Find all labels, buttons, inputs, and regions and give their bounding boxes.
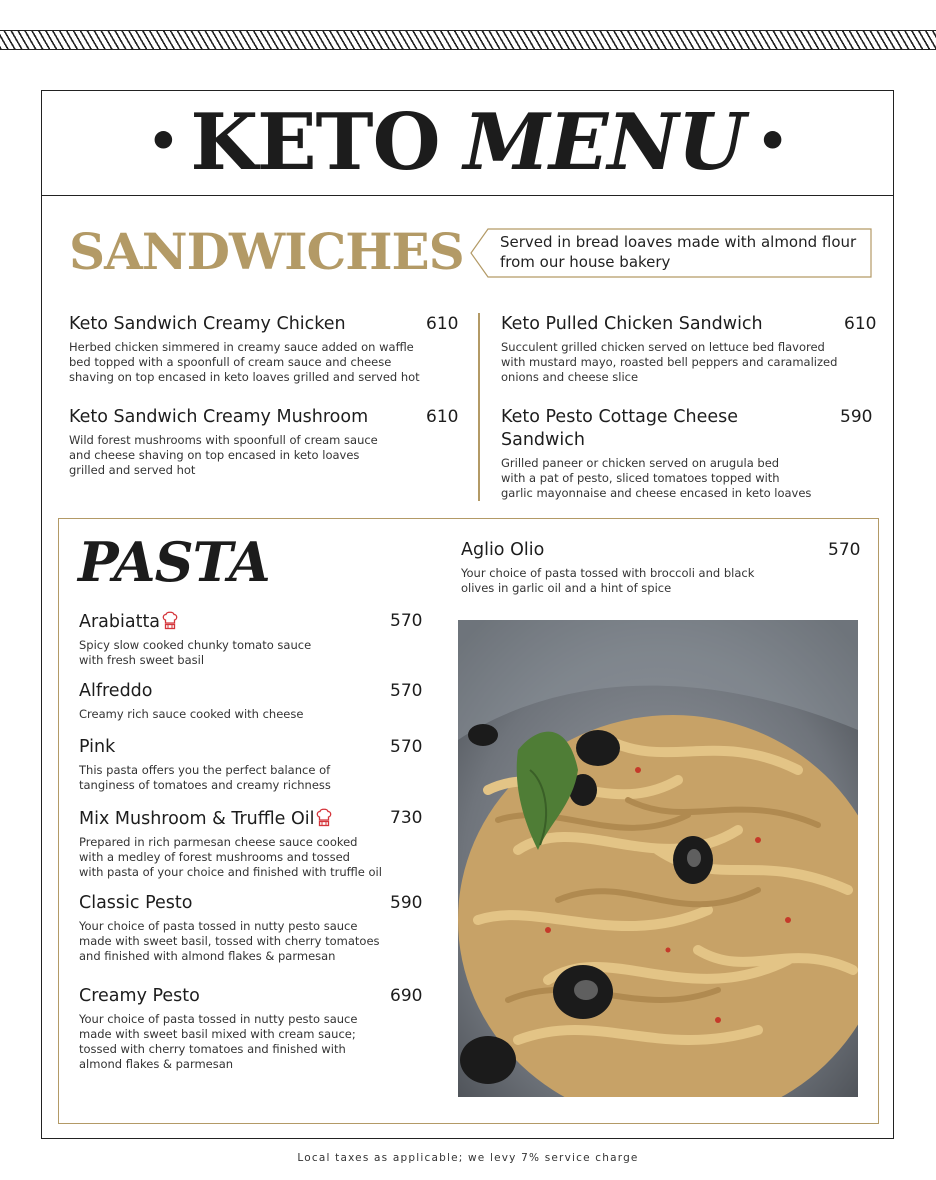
item-description: Creamy rich sauce cooked with cheese <box>79 707 304 721</box>
chef-hat-icon <box>162 610 178 630</box>
chef-hat-icon <box>316 807 332 827</box>
item-price: 610 <box>426 407 459 427</box>
title-menu: MENU <box>463 97 745 188</box>
item-description: This pasta offers you the perfect balance of tanginess of tomatoes and creamy richness <box>79 763 331 792</box>
item-name: Aglio Olio <box>461 540 545 560</box>
menu-item-alfreddo <box>79 680 424 722</box>
menu-item-classic-pesto <box>79 892 424 964</box>
menu-item-keto-sandwich-creamy-chicken <box>69 313 459 385</box>
item-name: Mix Mushroom & Truffle Oil <box>79 809 315 829</box>
item-name: Pink <box>79 737 116 757</box>
menu-item-mix-mushroom-truffle-oil <box>79 807 424 880</box>
item-price: 570 <box>828 540 861 560</box>
note-line-2: from our house bakery <box>500 253 671 271</box>
item-name-line-2: Sandwich <box>501 430 585 450</box>
item-description: Spicy slow cooked chunky tomato sauce with fresh sweet basil <box>79 638 312 667</box>
pasta-photo <box>458 620 858 1097</box>
item-price: 570 <box>390 611 423 631</box>
item-price: 590 <box>840 407 873 427</box>
item-name: Arabiatta <box>79 612 161 632</box>
item-price: 570 <box>390 681 423 701</box>
menu-item-arabiatta <box>79 610 424 668</box>
item-price: 610 <box>426 314 459 334</box>
item-price: 730 <box>390 808 423 828</box>
item-name: Keto Sandwich Creamy Mushroom <box>69 407 369 427</box>
pasta-dish-illustration <box>458 620 858 1097</box>
footer-note: Local taxes as applicable; we levy 7% service charge <box>297 1152 639 1164</box>
menu-item-aglio-olio <box>461 539 861 596</box>
column-divider <box>478 313 480 501</box>
item-description: Your choice of pasta tossed in nutty pesto sauce made with sweet basil mixed with cream sauce; tossed with cherry tomatoes and finished with almond flakes & parmesan <box>79 1012 358 1071</box>
sandwiches-title: SANDWICHES <box>69 222 464 281</box>
item-name: Keto Sandwich Creamy Chicken <box>69 314 346 334</box>
item-price: 590 <box>390 893 423 913</box>
item-name: Creamy Pesto <box>79 986 200 1006</box>
title-dot-right: • <box>756 111 788 170</box>
item-description: Your choice of pasta tossed with broccoli and black olives in garlic oil and a hint of spice <box>461 566 755 595</box>
menu-frame <box>41 90 894 1139</box>
item-description: Succulent grilled chicken served on lettuce bed flavored with mustard mayo, roasted bell peppers and caramalized onions and cheese slice <box>501 340 838 384</box>
pasta-title: PASTA <box>78 530 270 594</box>
note-line-1: Served in bread loaves made with almond flour <box>500 233 857 251</box>
menu-item-keto-pesto-cottage-cheese-sandwich <box>501 406 873 501</box>
item-price: 610 <box>844 314 877 334</box>
item-price: 690 <box>390 986 423 1006</box>
menu-item-keto-pulled-chicken-sandwich <box>501 313 877 385</box>
menu-item-pink <box>79 736 424 793</box>
item-price: 570 <box>390 737 423 757</box>
item-name-line-1: Keto Pesto Cottage Cheese <box>501 407 738 427</box>
item-description: Herbed chicken simmered in creamy sauce added on waffle bed topped with a spoonfull of cream sauce and cheese shaving on top encased in keto loaves grilled and served hot <box>69 340 420 384</box>
title-bar <box>42 91 893 196</box>
item-description: Grilled paneer or chicken served on arugula bed with a pat of pesto, sliced tomatoes topped with garlic mayonnaise and cheese encased in keto loaves <box>501 456 812 500</box>
item-description: Your choice of pasta tossed in nutty pesto sauce made with sweet basil, tossed with cherry tomatoes and finished with almond flakes & parmesan <box>79 919 380 963</box>
title-keto: KETO <box>190 97 440 188</box>
menu-item-creamy-pesto <box>79 985 424 1072</box>
sandwiches-note <box>470 228 872 278</box>
top-hatch-border <box>0 30 936 50</box>
item-name: Alfreddo <box>79 681 153 701</box>
title-dot-left: • <box>147 111 179 170</box>
menu-item-keto-sandwich-creamy-mushroom <box>69 406 459 478</box>
item-description: Prepared in rich parmesan cheese sauce cooked with a medley of forest mushrooms and tossed with pasta of your choice and finished with truffle oil <box>79 835 382 879</box>
page-title <box>135 97 799 188</box>
item-description: Wild forest mushrooms with spoonfull of cream sauce and cheese shaving on top encased in keto loaves grilled and served hot <box>69 433 378 477</box>
item-name: Classic Pesto <box>79 893 193 913</box>
item-name: Keto Pulled Chicken Sandwich <box>501 314 763 334</box>
